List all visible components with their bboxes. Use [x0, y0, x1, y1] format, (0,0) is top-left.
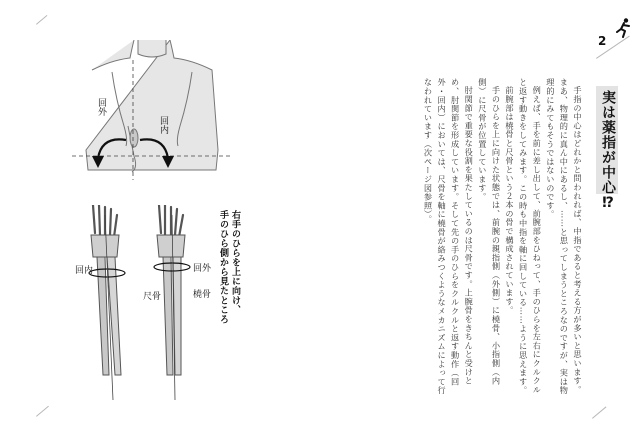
label-radius: 橈骨: [193, 290, 212, 300]
chapter-number: 2: [598, 34, 607, 48]
forearm-rotation-figure: [72, 40, 232, 190]
right-hand-skeleton: [154, 205, 190, 400]
caption-line-1: 右手のひらを上に向け、: [230, 210, 240, 315]
paragraph: 前腕部は橈骨と尺骨という２本の骨で構成されています。: [505, 86, 516, 315]
paragraph: 手指の中心はどれかと問われれば、中指であると考える方が多いと思います。まあ、物理的に真ん中にあるし、……と思ってしまうところなのですが、実は物理的にみてもそうではないのです。: [545, 78, 583, 395]
paragraph: 例えば、手を前に差し出して、前腕部をひねって、手のひらを左右にクルクルと返す動きをしてみます。この時も中指を軸に回している……ように思えます。: [518, 78, 543, 395]
label-supination-top: 回外: [96, 98, 106, 116]
figure-caption: [217, 210, 241, 324]
right-edge-mark: [592, 406, 606, 418]
paragraph: 肘関節で重要な役割を果たしているのは尺骨です。上腕骨をきちんと受けとめ、肘関節を形成しています。そして先の手のひらをクルクルと返す動作（回外・回内）においては、尺骨を軸に橈骨が絡みつくようなメカニズムによって行なわれています（次ページ図参照）。: [423, 78, 475, 395]
paragraph: 手のひらを上に向けた状態では、前腕の親指側（外側）に橈骨、小指側（内側）に尺骨が位置しています。: [477, 78, 502, 386]
label-pronation-top: 回内: [158, 116, 168, 134]
chapter-title: 実は薬指が中心⁉: [600, 90, 616, 212]
body-text: [372, 78, 584, 398]
label-ulna: 尺骨: [143, 292, 162, 302]
label-pronation-bottom: 回内: [75, 266, 94, 276]
left-hand-skeleton: [89, 205, 125, 400]
caption-line-2: 手のひら側から見たところ: [218, 210, 228, 324]
bottom-left-corner-mark: [36, 406, 49, 417]
top-left-corner-mark: [36, 15, 47, 25]
label-supination-bottom: 回外: [193, 264, 212, 274]
